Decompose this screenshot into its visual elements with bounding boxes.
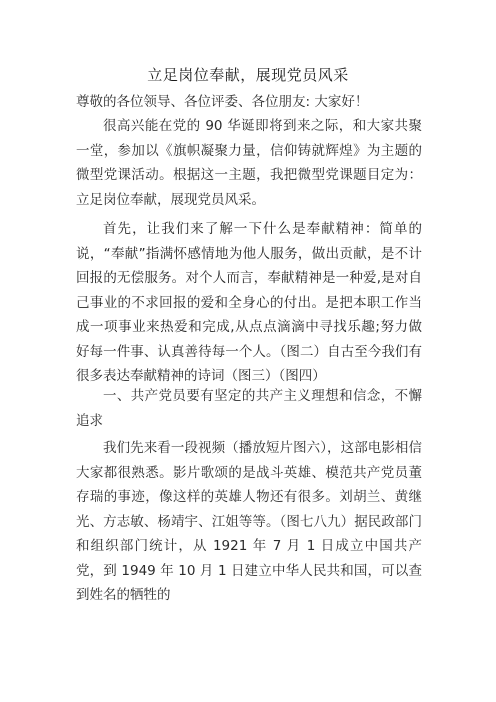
section-heading: 一、共产党员要有坚定的共产主义理想和信念，不懈追求 (76, 388, 422, 429)
salutation: 尊敬的各位领导、各位评委、各位朋友: 大家好！ (76, 94, 369, 110)
document-title: 立足岗位奉献，展现党员风采 (147, 66, 349, 84)
paragraph: 很高兴能在党的 90 华诞即将到来之际，和大家共聚一堂，参加以《旗帜凝聚力量，信仰铸就辉煌》为主题的微型党课活动。根据这一主题，我把微型党课题目定为：立足岗位奉献，展现党员风采。 (76, 118, 422, 208)
paragraph: 我们先来看一段视频（播放短片图六），这部电影相信大家都很熟悉。影片歌颂的是战斗英雄、模范共产党员董存瑞的事迹，像这样的英雄人物还有很多。刘胡兰、黄继光、方志敏、杨靖宇、江姐等等。（图七八九）据民政部门和组织部门统计，从 1921 年 7 月 1 日成立中国共产党，到 1949 年 10 月 1 日建立中华人民共和国，可以查到姓名的牺牲的 (76, 440, 422, 603)
paragraph: 首先，让我们来了解一下什么是奉献精神：简单的说，“奉献”指满怀感情地为他人服务，做出贡献，是不计回报的无偿服务。对个人而言，奉献精神是一种爱,是对自己事业的不求回报的爱和全身心的付出。是把本职工作当成一项事业来热爱和完成,从点点滴滴中寻找乐趣;努力做好每一件事、认真善待每一个人。（图二）自古至今我们有很多表达奉献精神的诗词（图三）（图四） (76, 221, 422, 384)
